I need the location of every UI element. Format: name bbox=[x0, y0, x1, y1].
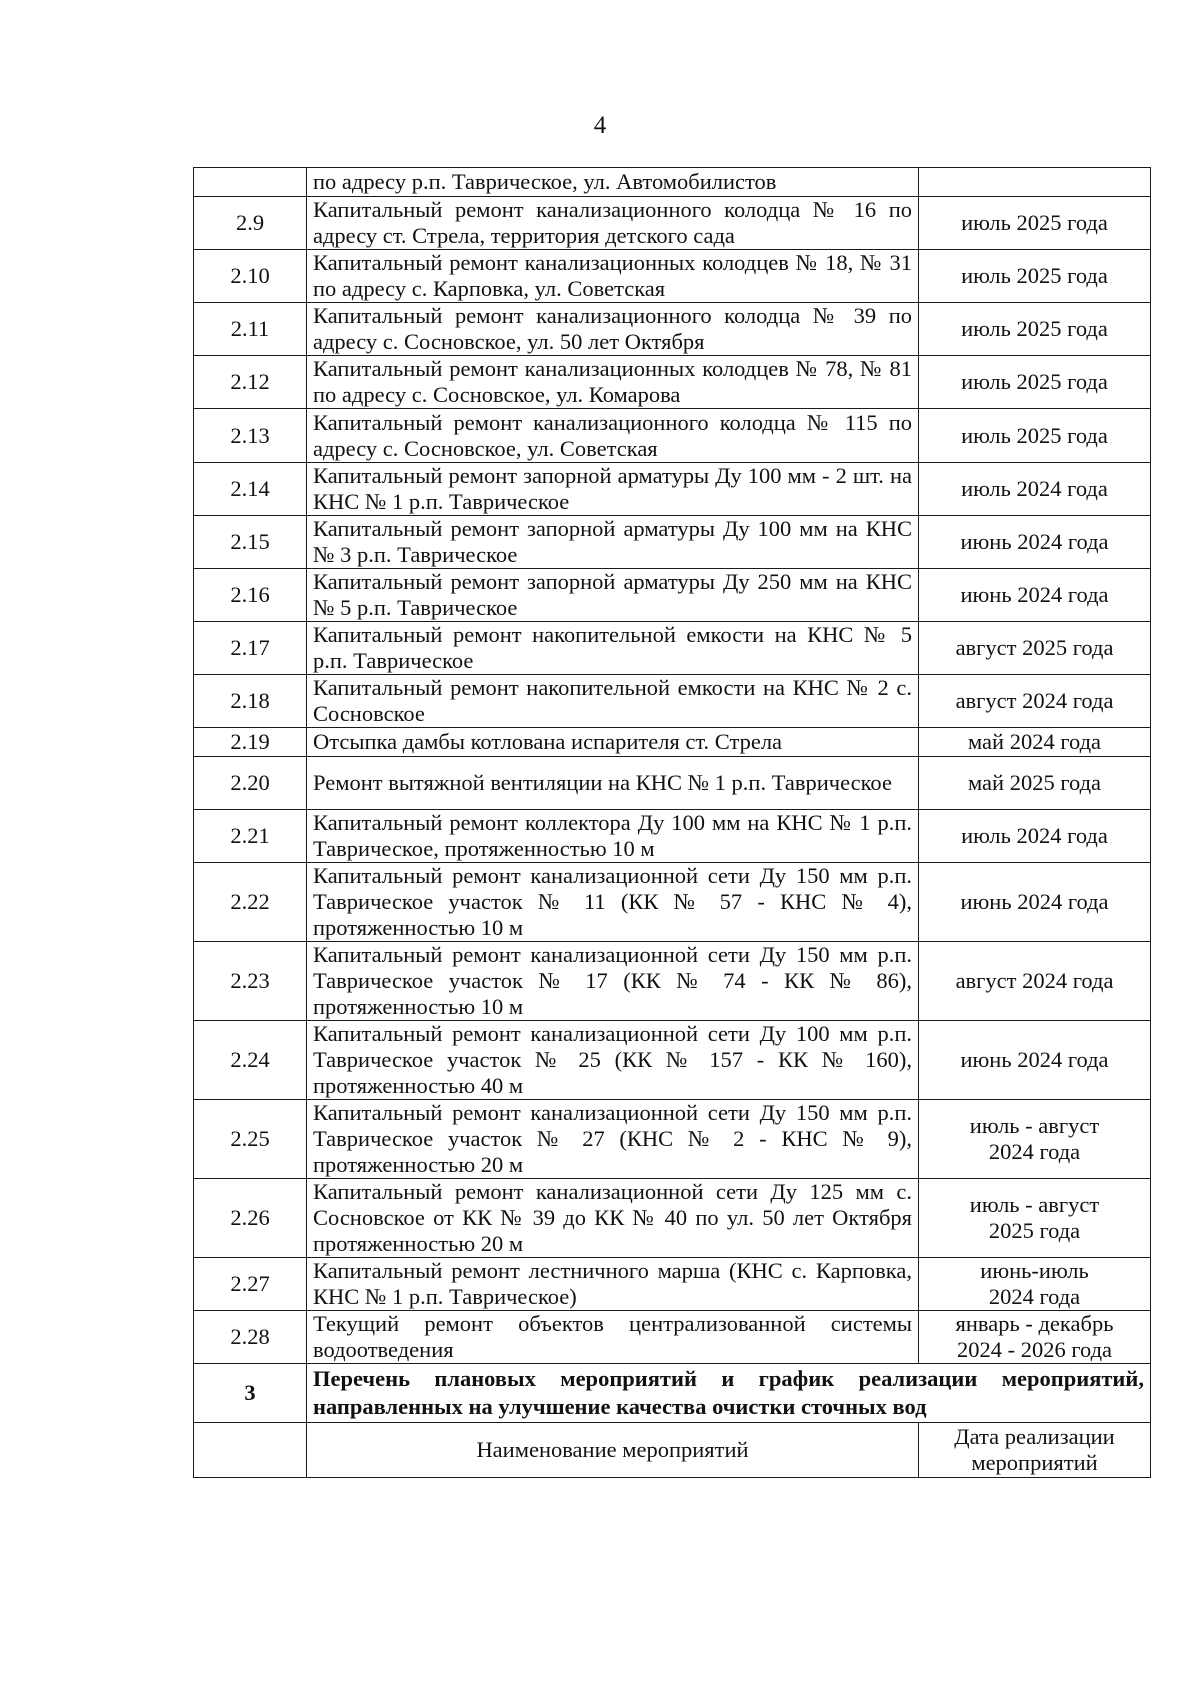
row-measure-name: Капитальный ремонт запорной арматуры Ду 250 мм на КНС № 5 р.п. Таврическое bbox=[307, 569, 919, 622]
date-line: июнь 2024 года bbox=[960, 582, 1109, 607]
row-number-cell bbox=[194, 168, 307, 197]
date-line: июль 2025 года bbox=[961, 210, 1108, 235]
table-row bbox=[194, 757, 1151, 810]
continued-row bbox=[194, 168, 1151, 197]
header-date-label bbox=[919, 1423, 1151, 1478]
table-row bbox=[194, 810, 1151, 863]
row-number: 2.10 bbox=[194, 250, 307, 303]
row-date bbox=[919, 675, 1151, 728]
table-row bbox=[194, 409, 1151, 463]
section-number: 3 bbox=[194, 1364, 307, 1423]
date-line: 2024 года bbox=[988, 1139, 1081, 1164]
date-line: июль - август bbox=[969, 1113, 1100, 1138]
row-date bbox=[919, 1100, 1151, 1179]
row-date bbox=[919, 409, 1151, 463]
continued-text: по адресу р.п. Таврическое, ул. Автомобилистов bbox=[307, 168, 919, 197]
date-line: июнь 2024 года bbox=[960, 889, 1109, 914]
date-line: август 2024 года bbox=[955, 968, 1114, 993]
table-row bbox=[194, 622, 1151, 675]
row-number: 2.21 bbox=[194, 810, 307, 863]
header-date-line: Дата реализации bbox=[954, 1424, 1115, 1449]
row-number: 2.20 bbox=[194, 757, 307, 810]
table-row bbox=[194, 303, 1151, 356]
row-measure-name: Капитальный ремонт канализационных колодцев № 18, № 31 по адресу с. Карповка, ул. Советская bbox=[307, 250, 919, 303]
row-measure-name: Капитальный ремонт коллектора Ду 100 мм на КНС № 1 р.п. Таврическое, протяженностью 10 м bbox=[307, 810, 919, 863]
table-row bbox=[194, 675, 1151, 728]
section-title: Перечень плановых мероприятий и график реализации мероприятий, направленных на улучшение качества очистки сточных вод bbox=[307, 1364, 1151, 1423]
table-row bbox=[194, 463, 1151, 516]
row-date bbox=[919, 197, 1151, 250]
table-row bbox=[194, 356, 1151, 409]
section-row bbox=[194, 1364, 1151, 1423]
table-row bbox=[194, 863, 1151, 942]
row-measure-name: Капитальный ремонт накопительной емкости на КНС № 2 с. Сосновское bbox=[307, 675, 919, 728]
date-line: май 2024 года bbox=[967, 729, 1102, 754]
row-measure-name: Ремонт вытяжной вентиляции на КНС № 1 р.п. Таврическое bbox=[307, 757, 919, 810]
row-measure-name: Капитальный ремонт канализационного колодца № 115 по адресу с. Сосновское, ул. Советская bbox=[307, 409, 919, 463]
header-number-cell bbox=[194, 1423, 307, 1478]
row-number: 2.9 bbox=[194, 197, 307, 250]
date-line: июль 2025 года bbox=[961, 316, 1108, 341]
date-line: июль 2025 года bbox=[961, 263, 1108, 288]
row-number: 2.24 bbox=[194, 1021, 307, 1100]
row-measure-name: Капитальный ремонт лестничного марша (КНС с. Карповка, КНС № 1 р.п. Таврическое) bbox=[307, 1258, 919, 1311]
header-date-line: мероприятий bbox=[971, 1450, 1098, 1475]
date-line: июнь-июль bbox=[980, 1258, 1089, 1283]
page-number: 4 bbox=[593, 112, 607, 139]
row-number: 2.22 bbox=[194, 863, 307, 942]
date-line: июль 2024 года bbox=[961, 823, 1108, 848]
date-line: январь - декабрь bbox=[955, 1311, 1114, 1336]
row-number: 2.18 bbox=[194, 675, 307, 728]
row-number: 2.14 bbox=[194, 463, 307, 516]
date-line: июль - август bbox=[969, 1192, 1100, 1217]
row-measure-name: Отсыпка дамбы котлована испарителя ст. Стрела bbox=[307, 728, 919, 757]
row-measure-name: Капитальный ремонт канализационного колодца № 39 по адресу с. Сосновское, ул. 50 лет Октября bbox=[307, 303, 919, 356]
row-measure-name: Капитальный ремонт канализационной сети Ду 150 мм р.п. Таврическое участок № 27 (КНС № 2 - КНС № 9), протяженностью 20 м bbox=[307, 1100, 919, 1179]
date-line: июнь 2024 года bbox=[960, 529, 1109, 554]
table-row bbox=[194, 1021, 1151, 1100]
row-measure-name: Капитальный ремонт запорной арматуры Ду 100 мм - 2 шт. на КНС № 1 р.п. Таврическое bbox=[307, 463, 919, 516]
row-measure-name: Капитальный ремонт канализационных колодцев № 78, № 81 по адресу с. Сосновское, ул. Комарова bbox=[307, 356, 919, 409]
row-date bbox=[919, 463, 1151, 516]
row-number: 2.26 bbox=[194, 1179, 307, 1258]
table-row bbox=[194, 197, 1151, 250]
row-date bbox=[919, 942, 1151, 1021]
row-measure-name: Текущий ремонт объектов централизованной системы водоотведения bbox=[307, 1311, 919, 1364]
row-date-cell bbox=[919, 168, 1151, 197]
date-line: август 2025 года bbox=[955, 635, 1114, 660]
row-number: 2.11 bbox=[194, 303, 307, 356]
row-date bbox=[919, 810, 1151, 863]
row-number: 2.17 bbox=[194, 622, 307, 675]
row-date bbox=[919, 250, 1151, 303]
row-measure-name: Капитальный ремонт запорной арматуры Ду 100 мм на КНС № 3 р.п. Таврическое bbox=[307, 516, 919, 569]
date-line: июль 2024 года bbox=[961, 476, 1108, 501]
row-number: 2.12 bbox=[194, 356, 307, 409]
row-date bbox=[919, 1021, 1151, 1100]
table-row bbox=[194, 516, 1151, 569]
row-number: 2.25 bbox=[194, 1100, 307, 1179]
row-date bbox=[919, 1311, 1151, 1364]
measures-table bbox=[193, 167, 1151, 1478]
date-line: май 2025 года bbox=[967, 770, 1102, 795]
date-line: июль 2025 года bbox=[961, 369, 1108, 394]
date-line: июль 2025 года bbox=[961, 422, 1108, 448]
date-line: 2025 года bbox=[988, 1218, 1081, 1243]
row-date bbox=[919, 303, 1151, 356]
row-date bbox=[919, 1179, 1151, 1258]
table-row bbox=[194, 942, 1151, 1021]
row-measure-name: Капитальный ремонт канализационной сети Ду 100 мм р.п. Таврическое участок № 25 (КК № 157 - КК № 160), протяженностью 40 м bbox=[307, 1021, 919, 1100]
row-number: 2.15 bbox=[194, 516, 307, 569]
table-row bbox=[194, 728, 1151, 757]
row-date bbox=[919, 757, 1151, 810]
row-measure-name: Капитальный ремонт канализационной сети Ду 150 мм р.п. Таврическое участок № 11 (КК № 57 - КНС № 4), протяженностью 10 м bbox=[307, 863, 919, 942]
table-row bbox=[194, 1311, 1151, 1364]
date-line: август 2024 года bbox=[955, 688, 1114, 713]
row-date bbox=[919, 622, 1151, 675]
row-measure-name: Капитальный ремонт канализационного колодца № 16 по адресу ст. Стрела, территория детского сада bbox=[307, 197, 919, 250]
row-number: 2.28 bbox=[194, 1311, 307, 1364]
row-number: 2.27 bbox=[194, 1258, 307, 1311]
table-row bbox=[194, 250, 1151, 303]
row-date bbox=[919, 728, 1151, 757]
row-measure-name: Капитальный ремонт накопительной емкости на КНС № 5 р.п. Таврическое bbox=[307, 622, 919, 675]
date-line: 2024 - 2026 года bbox=[956, 1337, 1113, 1362]
row-number: 2.23 bbox=[194, 942, 307, 1021]
row-date bbox=[919, 516, 1151, 569]
row-number: 2.13 bbox=[194, 409, 307, 463]
row-number: 2.19 bbox=[194, 728, 307, 757]
table-row bbox=[194, 1100, 1151, 1179]
row-date bbox=[919, 863, 1151, 942]
row-measure-name: Капитальный ремонт канализационной сети Ду 150 мм р.п. Таврическое участок № 17 (КК № 74 - КК № 86), протяженностью 10 м bbox=[307, 942, 919, 1021]
table-row bbox=[194, 1179, 1151, 1258]
table-row bbox=[194, 1258, 1151, 1311]
date-line: июнь 2024 года bbox=[960, 1047, 1109, 1072]
row-measure-name: Капитальный ремонт канализационной сети Ду 125 мм с. Сосновское от КК № 39 до КК № 40 по ул. 50 лет Октября протяженностью 20 м bbox=[307, 1179, 919, 1258]
header-name-label: Наименование мероприятий bbox=[307, 1423, 919, 1478]
row-date bbox=[919, 569, 1151, 622]
row-date bbox=[919, 356, 1151, 409]
row-number: 2.16 bbox=[194, 569, 307, 622]
column-header-row bbox=[194, 1423, 1151, 1478]
date-line: 2024 года bbox=[988, 1284, 1081, 1309]
row-date bbox=[919, 1258, 1151, 1311]
table-row bbox=[194, 569, 1151, 622]
